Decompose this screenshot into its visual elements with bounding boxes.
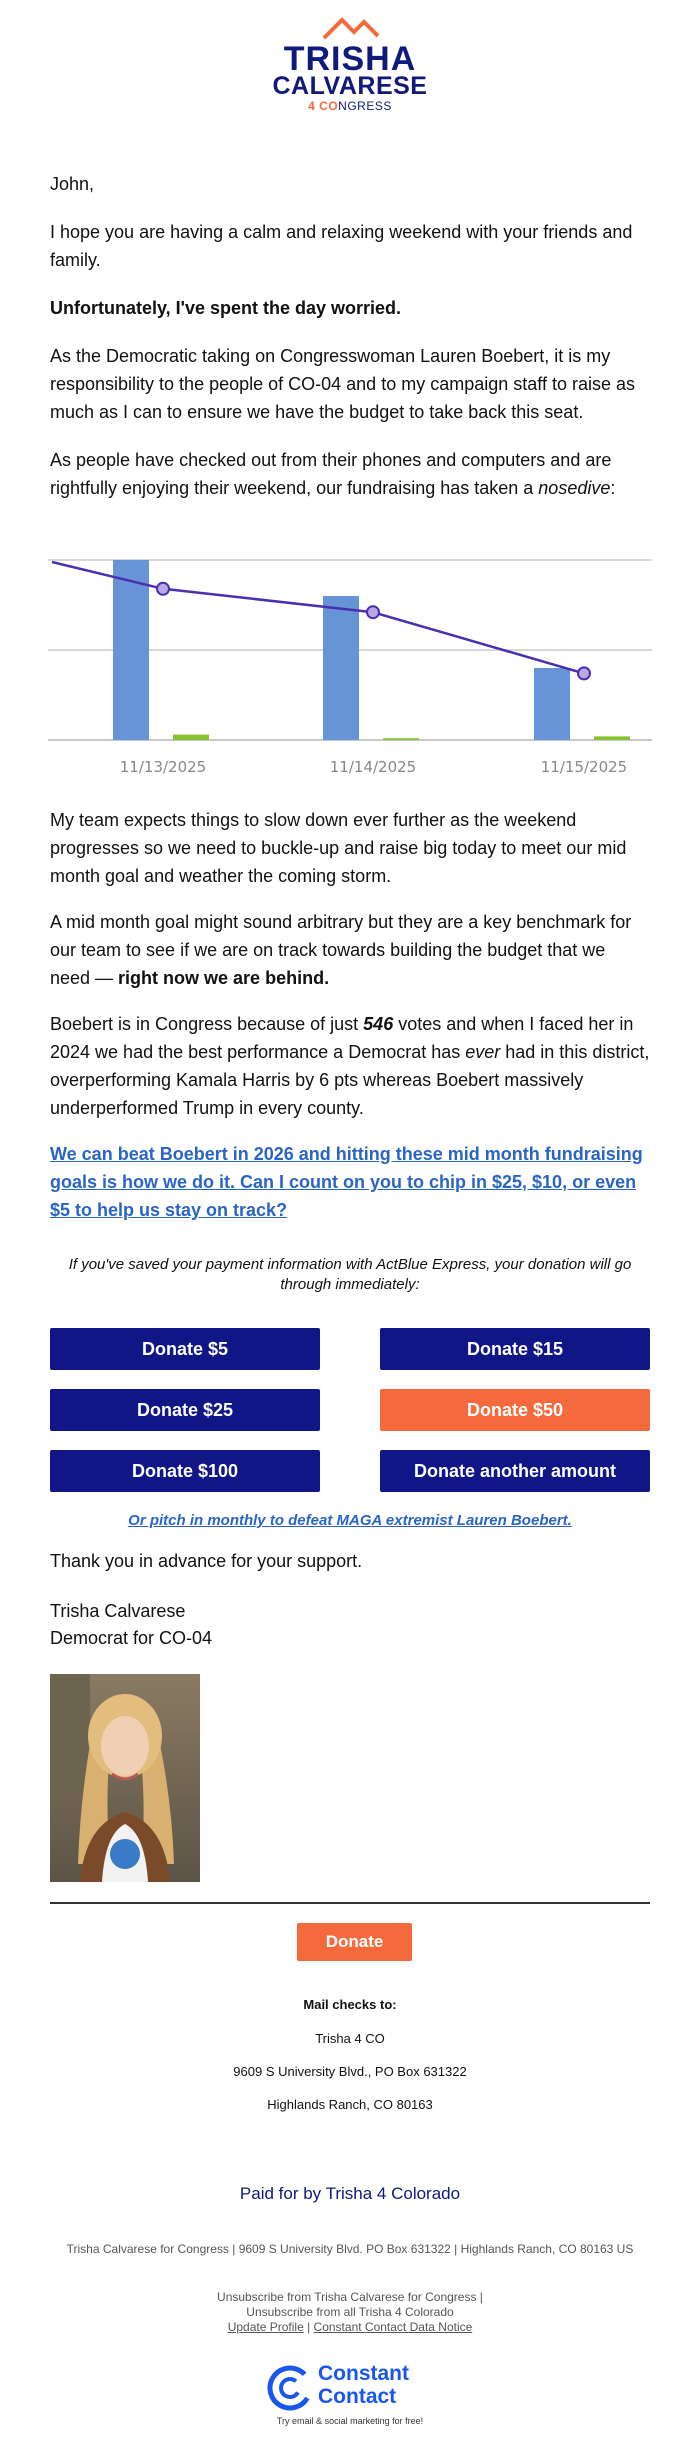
constant-contact-badge[interactable]: [260, 2360, 440, 2430]
chart-bar: [323, 596, 359, 740]
p4-text: As people have checked out from their phones and computers and are rightfully enjoying their weekend, our fundraising has taken a: [50, 450, 612, 498]
chart-bar-secondary: [594, 736, 630, 740]
p6-text: A mid month goal might sound arbitrary but they are a key benchmark for our team to see if we are on track towards building the budget that we need —: [50, 912, 632, 988]
actblue-express-note: If you've saved your payment information with ActBlue Express, your donation will go through immediately:: [68, 1256, 632, 1293]
cc-tagline: Try email & social marketing for free!: [276, 2416, 424, 2426]
paragraph-7: [50, 1010, 650, 1122]
logo-rest: NGRESS: [338, 99, 392, 113]
profile-links: [50, 2320, 650, 2335]
thanks-line: Thank you in advance for your support.: [50, 1551, 363, 1571]
mountain-roof-icon: [320, 12, 380, 42]
p4-colon: :: [610, 478, 616, 498]
footer-donate-button[interactable]: Donate: [297, 1923, 412, 1961]
monthly-donation-link[interactable]: Or pitch in monthly to defeat MAGA extremist Lauren Boebert.: [128, 1512, 572, 1529]
p7-text-c: had in this district, overperforming Kamala Harris by 6 pts whereas Boebert massively underperformed Trump in every county.: [50, 1042, 650, 1118]
paragraph-2: Unfortunately, I've spent the day worried.: [50, 298, 402, 318]
unsubscribe-block: [50, 2290, 650, 2335]
paid-for-disclaimer: Paid for by Trisha 4 Colorado: [239, 2184, 461, 2203]
donate-5-button[interactable]: Donate $5: [50, 1328, 320, 1370]
paragraph-1: I hope you are having a calm and relaxing weekend with your friends and family.: [50, 222, 633, 270]
appeal-link[interactable]: We can beat Boebert in 2026 and hitting these mid month fundraising goals is how we do it. Can I count on you to chip in $25, $10, or even $5 to help us stay on track?: [50, 1144, 643, 1220]
p4-emphasis: nosedive: [538, 478, 611, 498]
p6-bold: right now we are behind.: [118, 968, 330, 988]
cc-brand-line2: Contact: [318, 2385, 397, 2408]
p7-vote-count: 546: [363, 1014, 394, 1034]
paragraph-5: My team expects things to slow down ever further as the weekend progresses so we need to buckle-up and raise big today to meet our mid month goal and weather the coming storm.: [50, 810, 627, 886]
donate-other-amount-button[interactable]: Donate another amount: [380, 1450, 650, 1492]
chart-trend-point: [367, 606, 379, 618]
paragraph-4: [50, 446, 650, 502]
candidate-photo: [50, 1674, 200, 1882]
chart-trend-point: [578, 667, 590, 679]
unsubscribe-all-link[interactable]: Unsubscribe from all Trisha 4 Colorado: [246, 2305, 454, 2319]
paragraph-3: As the Democratic taking on Congresswoman Lauren Boebert, it is my responsibility to the people of CO-04 and to my campaign staff to raise as much as I can to ensure we have the budget to take back this seat.: [50, 346, 635, 422]
chart-x-tick-label: 11/13/2025: [119, 758, 207, 776]
p7-text-b: votes and when I faced her in 2024 we had the best performance a Democrat has: [50, 1014, 634, 1062]
chart-bar: [113, 560, 149, 740]
logo-accent: 4 CO: [308, 99, 339, 113]
signature-title: Democrat for CO-04: [50, 1628, 213, 1648]
data-notice-link[interactable]: Constant Contact Data Notice: [313, 2320, 473, 2334]
mail-line-3: Highlands Ranch, CO 80163: [267, 2097, 433, 2112]
campaign-logo: [0, 8, 700, 113]
link-separator: |: [303, 2320, 314, 2334]
constant-contact-logo-icon: [266, 2364, 314, 2412]
logo-line2: CALVARESE: [272, 72, 428, 100]
mail-line-2: 9609 S University Blvd., PO Box 631322: [233, 2064, 467, 2079]
chart-bar-secondary: [383, 738, 419, 740]
p7-text-a: Boebert is in Congress because of just: [50, 1014, 364, 1034]
update-profile-link[interactable]: Update Profile: [227, 2320, 304, 2334]
p7-emphasis: ever: [465, 1042, 501, 1062]
donate-25-button[interactable]: Donate $25: [50, 1389, 320, 1431]
fundraising-chart: [48, 520, 652, 780]
logo-line1: TRISHA: [283, 40, 417, 78]
logo-line3: [0, 100, 700, 113]
greeting: John,: [50, 174, 95, 194]
mail-heading: Mail checks to:: [303, 1997, 397, 2012]
footer-divider: [50, 1902, 650, 1904]
chart-bar-secondary: [173, 735, 209, 740]
chart-bar: [534, 668, 570, 740]
chart-x-tick-label: 11/15/2025: [540, 758, 628, 776]
chart-trend-point: [157, 583, 169, 595]
footer-address: Trisha Calvarese for Congress | 9609 S University Blvd. PO Box 631322 | Highlands Ranch, CO 80163 US: [66, 2242, 634, 2256]
paragraph-6: [50, 908, 650, 992]
donate-50-button[interactable]: Donate $50: [380, 1389, 650, 1431]
mail-line-1: Trisha 4 CO: [315, 2031, 385, 2046]
donate-100-button[interactable]: Donate $100: [50, 1450, 320, 1492]
unsubscribe-campaign-link[interactable]: Unsubscribe from Trisha Calvarese for Congress |: [217, 2290, 483, 2304]
donate-15-button[interactable]: Donate $15: [380, 1328, 650, 1370]
signature-name: Trisha Calvarese: [50, 1601, 186, 1621]
cc-brand-line1: Constant: [318, 2362, 409, 2385]
chart-x-tick-label: 11/14/2025: [329, 758, 417, 776]
